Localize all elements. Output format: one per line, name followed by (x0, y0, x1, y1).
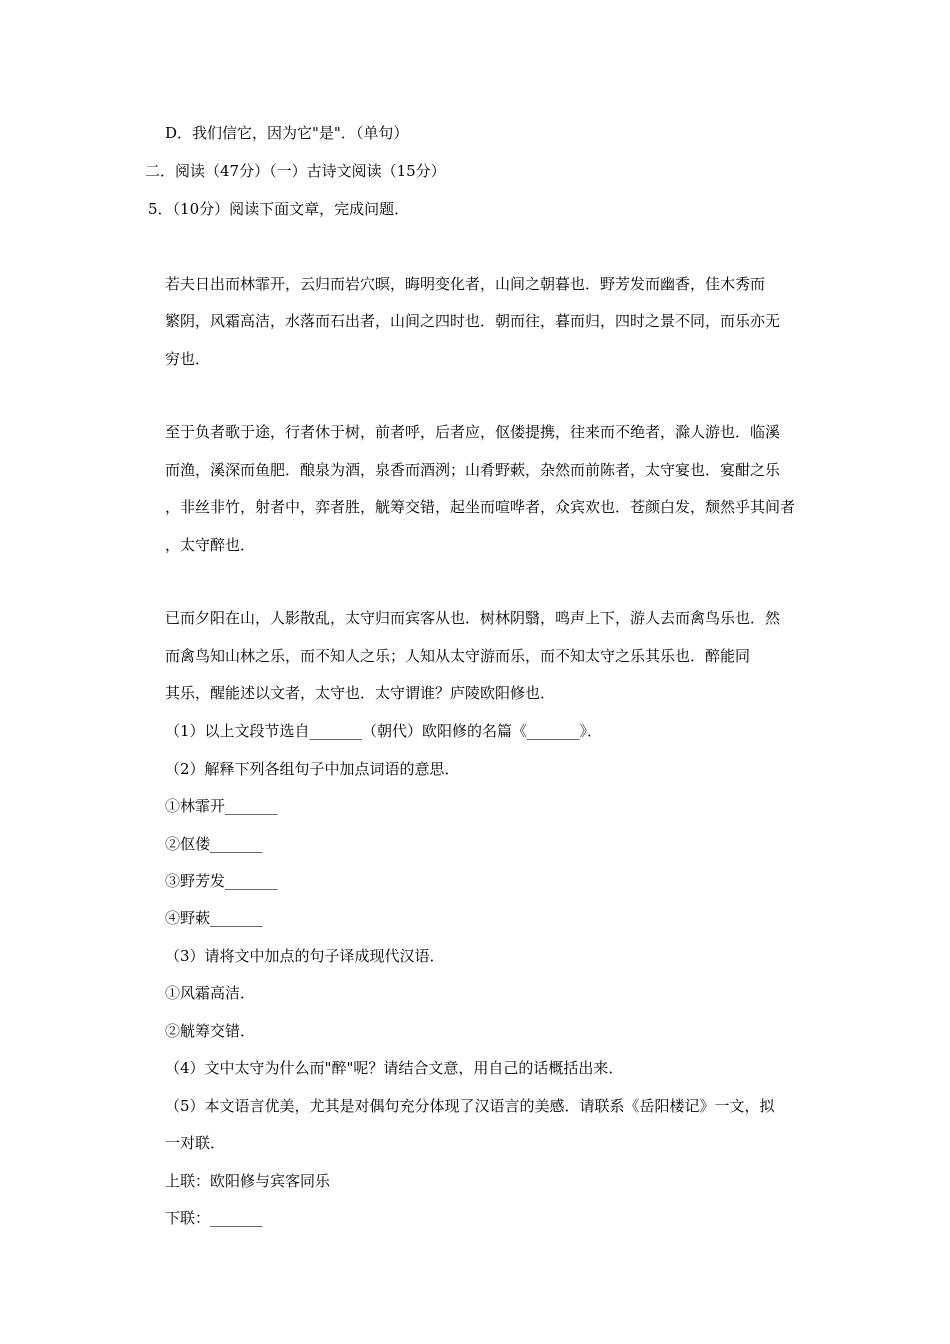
section-heading: 二．阅读（47分）（一）古诗文阅读（15分） (145, 162, 446, 180)
question-2-item: ③野芳发_______ (165, 872, 278, 890)
passage-line: 而禽鸟知山林之乐，而不知人之乐；人知从太守游而乐，而不知太守之乐其乐也．醉能同 (165, 647, 751, 665)
lower-couplet: 下联：_______ (165, 1209, 263, 1227)
question-5: （5）本文语言优美，尤其是对偶句充分体现了汉语言的美感．请联系《岳阳楼记》一文，拟 (165, 1097, 775, 1115)
question-heading: 5．（10分）阅读下面文章，完成问题． (148, 200, 410, 218)
question-2-item: ②伛偻_______ (165, 835, 263, 853)
passage-line: 而渔，溪深而鱼肥．酿泉为酒，泉香而酒洌；山肴野蔌，杂然而前陈者，太守宴也．宴酣之乐 (165, 461, 781, 479)
question-1: （1）以上文段节选自_______（朝代）欧阳修的名篇《_______》． (165, 722, 603, 740)
passage-line: 繁阴，风霜高洁，水落而石出者，山间之四时也．朝而往，暮而归，四时之景不同，而乐亦无 (165, 312, 781, 330)
question-3: （3）请将文中加点的句子译成现代汉语． (165, 947, 445, 965)
passage-line: 已而夕阳在山，人影散乱，太守归而宾客从也．树林阴翳，鸣声上下，游人去而禽鸟乐也．然 (165, 609, 781, 627)
question-2-item: ④野蔌_______ (165, 909, 263, 927)
passage-line: 若夫日出而林霏开，云归而岩穴暝，晦明变化者，山间之朝暮也．野芳发而幽香，佳木秀而 (165, 275, 766, 293)
option-d: D．我们信它，因为它"是"．（单句） (165, 124, 409, 142)
question-2: （2）解释下列各组句子中加点词语的意思． (165, 760, 460, 778)
passage-line: 穷也． (165, 350, 211, 368)
passage-line: ，非丝非竹，射者中，弈者胜，觥筹交错，起坐而喧哗者，众宾欢也．苍颜白发，颓然乎其间者 (165, 498, 796, 516)
question-5-continued: 一对联． (165, 1134, 226, 1152)
question-2-item: ①林霏开_______ (165, 797, 278, 815)
passage-line: ，太守醉也． (165, 536, 256, 554)
question-4: （4）文中太守为什么而"醉"呢？请结合文意，用自己的话概括出来． (165, 1059, 624, 1077)
passage-line: 至于负者歌于途，行者休于树，前者呼，后者应，伛偻提携，往来而不绝者，滁人游也．临溪 (165, 423, 781, 441)
upper-couplet: 上联：欧阳修与宾客同乐 (165, 1172, 331, 1190)
question-3-item: ②觥筹交错． (165, 1022, 256, 1040)
passage-line: 其乐，醒能述以文者，太守也．太守谓谁？庐陵欧阳修也． (165, 684, 556, 702)
question-3-item: ①风霜高洁． (165, 984, 256, 1002)
